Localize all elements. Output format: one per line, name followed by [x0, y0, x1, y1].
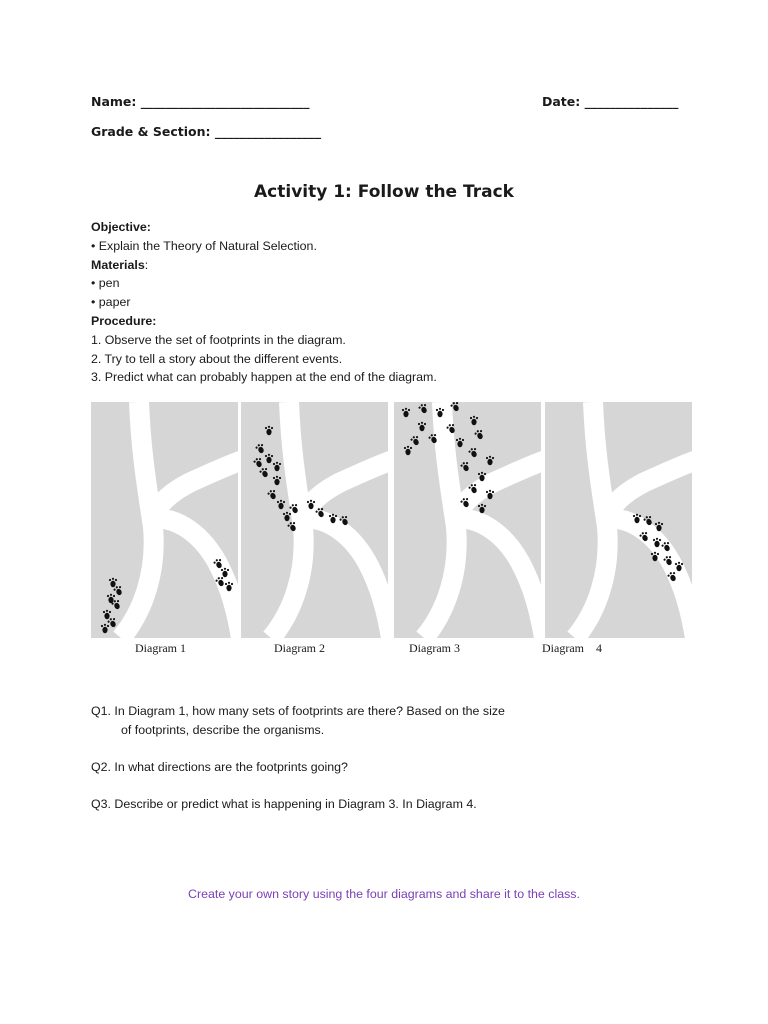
footprint: [277, 500, 285, 510]
footprint: [109, 578, 117, 588]
diagram-4-caption: Diagram 4: [542, 641, 602, 655]
footprint: [456, 438, 464, 448]
footprint: [103, 610, 111, 620]
objective-item: • Explain the Theory of Natural Selection.: [91, 238, 317, 253]
question-2: Q2. In what directions are the footprints going?: [91, 760, 348, 774]
diagram-1-panel: [91, 402, 238, 638]
footprint: [253, 457, 264, 469]
question-1-line-1: Q1. In Diagram 1, how many sets of footprints are there? Based on the size: [91, 704, 505, 718]
materials-item: • pen: [91, 276, 120, 291]
footprint: [283, 512, 291, 522]
diagram-3-panel: [394, 402, 541, 638]
footprint: [402, 408, 410, 418]
diagram-4-image: [545, 402, 692, 638]
footprint: [259, 467, 270, 479]
diagram-3-caption: Diagram 3: [409, 641, 460, 655]
materials-item: • paper: [91, 295, 131, 310]
footprint: [404, 446, 412, 456]
procedure-step: 3. Predict what can probably happen at the end of the diagram.: [91, 370, 437, 385]
page-title: Activity 1: Follow the Track: [254, 182, 514, 202]
footprint: [255, 443, 266, 455]
footprint-diagrams: [91, 402, 694, 638]
grade-section-field-label: Grade & Section: _________________: [91, 124, 322, 139]
instructions-section: [91, 218, 437, 387]
questions-section: [91, 702, 505, 832]
diagram-2-caption: Diagram 2: [274, 641, 325, 655]
procedure-heading: Procedure:: [91, 313, 157, 328]
footprint: [418, 422, 426, 432]
footprint: [474, 429, 485, 441]
closing-instruction: Create your own story using the four diagrams and share it to the class.: [188, 887, 580, 901]
footprint: [101, 624, 109, 634]
footprint: [486, 456, 494, 466]
footprint: [273, 476, 281, 486]
footprint: [273, 462, 281, 472]
footprint: [418, 403, 429, 415]
diagram-1-image: [91, 402, 238, 638]
procedure-step: 1. Observe the set of footprints in the diagram.: [91, 332, 346, 347]
materials-colon: :: [144, 257, 149, 272]
diagram-1-caption: Diagram 1: [135, 641, 186, 655]
footprint: [265, 454, 273, 464]
footprint: [410, 435, 421, 447]
footprint: [267, 489, 278, 501]
question-3: Q3. Describe or predict what is happening in Diagram 3. In Diagram 4.: [91, 797, 477, 811]
diagram-2-image: [241, 402, 388, 638]
footprint: [460, 461, 471, 473]
footprint: [265, 426, 273, 436]
diagram-4-panel: [545, 402, 692, 638]
name-field-label: Name: ___________________________: [91, 94, 310, 109]
date-field-label: Date: _______________: [542, 94, 679, 109]
question-1-line-2: of footprints, describe the organisms.: [121, 723, 325, 737]
procedure-step: 2. Try to tell a story about the different events.: [91, 351, 343, 366]
objective-heading: Objective:: [91, 220, 151, 234]
diagram-2-panel: [241, 402, 388, 638]
materials-heading: Materials: [91, 257, 145, 272]
diagram-3-image: [394, 402, 541, 638]
footprint: [468, 447, 479, 459]
footprint: [470, 416, 478, 426]
